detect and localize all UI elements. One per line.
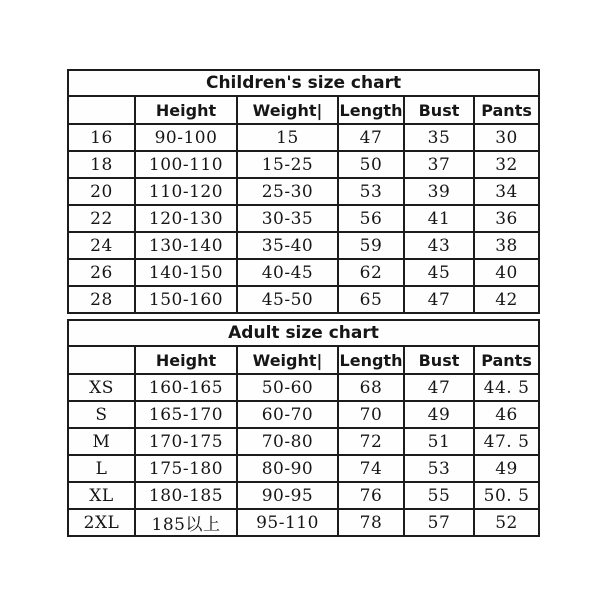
table-row [68, 482, 539, 509]
size-label-cell: 24 [68, 232, 135, 259]
column-header: Weight| [237, 96, 338, 124]
size-label-cell: XS [68, 374, 135, 401]
value-cell: 80-90 [237, 455, 338, 482]
value-cell: 46 [474, 401, 539, 428]
value-cell: 110-120 [135, 178, 237, 205]
column-header [68, 96, 135, 124]
size-label-cell: S [68, 401, 135, 428]
value-cell: 40 [474, 259, 539, 286]
column-header: Height [135, 346, 237, 374]
value-cell: 50 [338, 151, 404, 178]
value-cell: 68 [338, 374, 404, 401]
column-header: Length [338, 96, 404, 124]
table-row [68, 428, 539, 455]
adult-size-chart-table [67, 319, 540, 537]
value-cell: 35 [404, 124, 474, 151]
value-cell: 45-50 [237, 286, 338, 313]
value-cell: 40-45 [237, 259, 338, 286]
value-cell: 47 [338, 124, 404, 151]
value-cell: 25-30 [237, 178, 338, 205]
table-title: Adult size chart [68, 320, 539, 346]
value-cell: 70 [338, 401, 404, 428]
value-cell: 180-185 [135, 482, 237, 509]
value-cell: 160-165 [135, 374, 237, 401]
table-row [68, 232, 539, 259]
value-cell: 120-130 [135, 205, 237, 232]
table-row [68, 151, 539, 178]
size-label-cell: 2XL [68, 509, 135, 536]
value-cell: 51 [404, 428, 474, 455]
table-row [68, 178, 539, 205]
table-row [68, 286, 539, 313]
value-cell: 44. 5 [474, 374, 539, 401]
table-row [68, 205, 539, 232]
value-cell: 36 [474, 205, 539, 232]
table-row [68, 455, 539, 482]
value-cell: 70-80 [237, 428, 338, 455]
value-cell: 42 [474, 286, 539, 313]
size-label-cell: 20 [68, 178, 135, 205]
column-header [68, 346, 135, 374]
column-header: Pants [474, 96, 539, 124]
value-cell: 100-110 [135, 151, 237, 178]
size-label-cell: 18 [68, 151, 135, 178]
value-cell: 39 [404, 178, 474, 205]
value-cell: 47 [404, 374, 474, 401]
value-cell: 43 [404, 232, 474, 259]
value-cell: 72 [338, 428, 404, 455]
table-row [68, 259, 539, 286]
size-label-cell: 26 [68, 259, 135, 286]
value-cell: 55 [404, 482, 474, 509]
value-cell: 165-170 [135, 401, 237, 428]
size-label-cell: 28 [68, 286, 135, 313]
column-header: Weight| [237, 346, 338, 374]
value-cell: 60-70 [237, 401, 338, 428]
value-cell: 52 [474, 509, 539, 536]
value-cell: 38 [474, 232, 539, 259]
value-cell: 32 [474, 151, 539, 178]
value-cell: 56 [338, 205, 404, 232]
column-header: Bust [404, 346, 474, 374]
size-label-cell: L [68, 455, 135, 482]
value-cell: 90-100 [135, 124, 237, 151]
table-row [68, 124, 539, 151]
value-cell: 185以上 [135, 509, 237, 536]
value-cell: 50-60 [237, 374, 338, 401]
table-title: Children's size chart [68, 70, 539, 96]
value-cell: 78 [338, 509, 404, 536]
value-cell: 65 [338, 286, 404, 313]
value-cell: 170-175 [135, 428, 237, 455]
value-cell: 15 [237, 124, 338, 151]
value-cell: 150-160 [135, 286, 237, 313]
value-cell: 90-95 [237, 482, 338, 509]
value-cell: 47. 5 [474, 428, 539, 455]
value-cell: 95-110 [237, 509, 338, 536]
value-cell: 30-35 [237, 205, 338, 232]
table-title-row [68, 320, 539, 346]
table-row [68, 374, 539, 401]
value-cell: 57 [404, 509, 474, 536]
value-cell: 62 [338, 259, 404, 286]
value-cell: 30 [474, 124, 539, 151]
value-cell: 49 [404, 401, 474, 428]
value-cell: 41 [404, 205, 474, 232]
table-title-row [68, 70, 539, 96]
children-size-chart-table [67, 69, 540, 314]
size-label-cell: 16 [68, 124, 135, 151]
value-cell: 50. 5 [474, 482, 539, 509]
value-cell: 74 [338, 455, 404, 482]
size-label-cell: M [68, 428, 135, 455]
table-header-row [68, 96, 539, 124]
table-row [68, 401, 539, 428]
table-header-row [68, 346, 539, 374]
value-cell: 37 [404, 151, 474, 178]
value-cell: 175-180 [135, 455, 237, 482]
value-cell: 76 [338, 482, 404, 509]
value-cell: 47 [404, 286, 474, 313]
column-header: Height [135, 96, 237, 124]
table-row [68, 509, 539, 536]
value-cell: 34 [474, 178, 539, 205]
size-label-cell: 22 [68, 205, 135, 232]
value-cell: 15-25 [237, 151, 338, 178]
value-cell: 35-40 [237, 232, 338, 259]
column-header: Length [338, 346, 404, 374]
value-cell: 53 [404, 455, 474, 482]
value-cell: 53 [338, 178, 404, 205]
value-cell: 45 [404, 259, 474, 286]
column-header: Bust [404, 96, 474, 124]
value-cell: 59 [338, 232, 404, 259]
size-label-cell: XL [68, 482, 135, 509]
column-header: Pants [474, 346, 539, 374]
value-cell: 130-140 [135, 232, 237, 259]
value-cell: 140-150 [135, 259, 237, 286]
value-cell: 49 [474, 455, 539, 482]
